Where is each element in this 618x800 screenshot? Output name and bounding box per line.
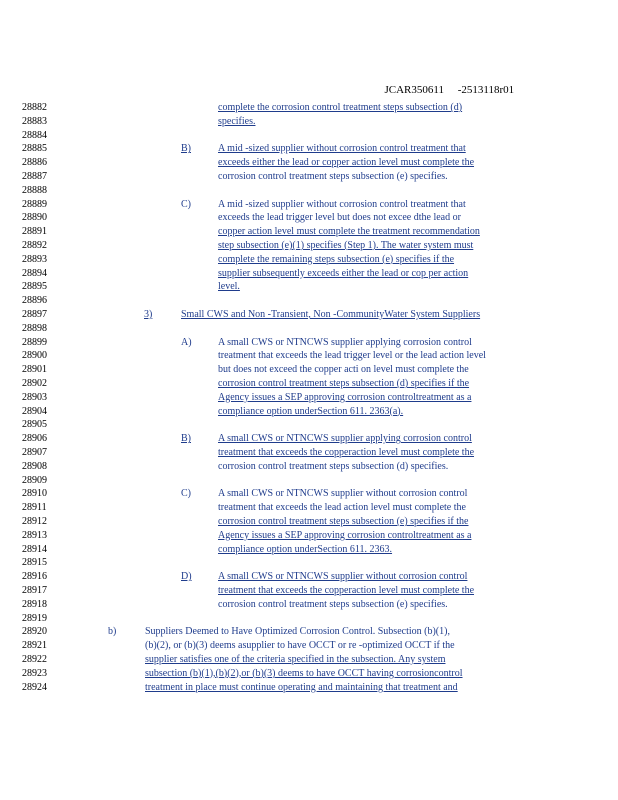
document-id: JCAR350611 — [384, 84, 444, 96]
line-number: 28920 — [22, 626, 47, 638]
line-number: 28923 — [22, 667, 47, 679]
paragraph-label: D) — [181, 571, 192, 583]
text-line: Suppliers Deemed to Have Optimized Corrosion Control. Subsection (b)(1), — [145, 626, 450, 638]
line-number: 28911 — [22, 502, 47, 514]
text-line: specifies. — [218, 115, 256, 127]
text-line: A small CWS or NTNCWS supplier applying corrosion control — [218, 433, 472, 445]
text-line: exceeds the lead trigger level but does not excee dthe lead or — [218, 212, 461, 224]
line-number: 28915 — [22, 557, 47, 569]
line-number: 28908 — [22, 460, 47, 472]
text-line: complete the remaining steps subsection (e) specifies if the — [218, 253, 455, 265]
text-line: Agency issues a SEP approving corrosion controltreatment as a — [218, 529, 472, 541]
text-line: A small CWS or NTNCWS supplier applying corrosion control — [218, 336, 472, 348]
line-number: 28922 — [22, 654, 47, 665]
line-number: 28916 — [22, 571, 47, 583]
text-line: exceeds either the lead or copper action level must complete the — [218, 157, 475, 169]
line-number: 28891 — [22, 226, 47, 238]
text-line: compliance option underSection 611. 2363(a). — [218, 405, 404, 417]
paragraph-label: b) — [108, 626, 117, 638]
line-number: 28886 — [22, 157, 47, 169]
line-number: 28924 — [22, 681, 47, 693]
text-line: corrosion control treatment steps subsection (e) specifies. — [218, 171, 448, 182]
line-number: 28905 — [22, 419, 47, 431]
text-line: treatment that exceeds the copperaction level must complete the — [218, 447, 475, 458]
line-number: 28884 — [22, 129, 47, 141]
line-number: 28909 — [22, 474, 47, 486]
paragraph-label: C) — [181, 488, 191, 500]
line-number: 28890 — [22, 212, 47, 224]
line-number: 28893 — [22, 253, 47, 265]
text-line: supplier satisfies one of the criteria specified in the subsection. Any system — [145, 654, 446, 665]
line-number: 28904 — [22, 405, 47, 417]
line-number: 28901 — [22, 364, 47, 376]
text-line: treatment in place must continue operating and maintaining that treatment and — [145, 681, 458, 693]
text-line: compliance option underSection 611. 2363. — [218, 543, 393, 555]
paragraph-label: A) — [181, 336, 192, 348]
text-line: corrosion control treatment steps subsection (e) specifies. — [218, 598, 448, 610]
line-number: 28889 — [22, 198, 47, 210]
line-number: 28894 — [22, 267, 47, 279]
text-line: copper action level must complete the treatment recommendation — [218, 226, 480, 238]
text-line: A mid -sized supplier without corrosion control treatment that — [218, 198, 466, 210]
line-number: 28907 — [22, 447, 47, 458]
text-line: A small CWS or NTNCWS supplier without corrosion control — [218, 488, 468, 500]
text-line: (b)(2), or (b)(3) deems asupplier to have OCCT or re -optimized OCCT if the — [145, 640, 455, 652]
text-line: but does not exceed the copper acti on level must complete the — [218, 364, 469, 376]
text-line: corrosion control treatment steps subsection (d) specifies. — [218, 460, 449, 472]
line-number: 28895 — [22, 281, 47, 293]
line-number: 28906 — [22, 433, 47, 445]
text-line: treatment that exceeds the lead trigger level or the lead action level — [218, 350, 486, 362]
line-number: 28896 — [22, 295, 47, 307]
line-number: 28919 — [22, 612, 47, 624]
line-number: 28885 — [22, 143, 47, 155]
text-line: Agency issues a SEP approving corrosion controltreatment as a — [218, 391, 472, 403]
text-line: subsection (b)(1),(b)(2),or (b)(3) deems to have OCCT having corrosioncontrol — [145, 667, 463, 679]
text-line: complete the corrosion control treatment steps subsection (d) — [218, 102, 463, 113]
document-revision: -2513118r01 — [457, 84, 515, 96]
paragraph-label: 3) — [144, 309, 153, 320]
text-line: level. — [218, 281, 240, 293]
line-number: 28888 — [22, 184, 47, 196]
text-line: supplier subsequently exceeds either the lead or cop per action — [218, 267, 469, 279]
line-number: 28910 — [22, 488, 47, 500]
text-line: corrosion control treatment steps subsection (d) specifies if the — [218, 378, 470, 389]
line-number: 28882 — [22, 102, 47, 113]
line-number: 28914 — [22, 543, 47, 555]
line-number: 28883 — [22, 115, 47, 127]
line-number: 28898 — [22, 322, 47, 334]
line-number: 28913 — [22, 529, 47, 541]
line-number: 28899 — [22, 336, 47, 348]
text-line: treatment that exceeds the copperaction level must complete the — [218, 585, 475, 596]
line-number: 28918 — [22, 598, 47, 610]
line-number: 28892 — [22, 240, 47, 251]
text-line: A small CWS or NTNCWS supplier without corrosion control — [218, 571, 468, 583]
line-number: 28912 — [22, 516, 47, 527]
line-number: 28921 — [22, 640, 47, 652]
text-line: A mid -sized supplier without corrosion control treatment that — [218, 143, 466, 155]
section-heading: Small CWS and Non -Transient, Non -CommunityWater System Suppliers — [181, 309, 481, 320]
line-number: 28902 — [22, 378, 47, 389]
paragraph-label: B) — [181, 143, 191, 155]
line-number: 28887 — [22, 171, 47, 182]
line-number: 28900 — [22, 350, 47, 362]
text-line: corrosion control treatment steps subsection (e) specifies if the — [218, 516, 469, 527]
text-line: treatment that exceeds the lead action level must complete the — [218, 502, 466, 514]
paragraph-label: B) — [181, 433, 191, 445]
line-number: 28917 — [22, 585, 47, 596]
line-number: 28897 — [22, 309, 47, 320]
document-header — [379, 72, 514, 96]
line-number: 28903 — [22, 391, 47, 403]
text-line: step subsection (e)(1) specifies (Step 1). The water system must — [218, 240, 474, 251]
paragraph-label: C) — [181, 198, 191, 210]
